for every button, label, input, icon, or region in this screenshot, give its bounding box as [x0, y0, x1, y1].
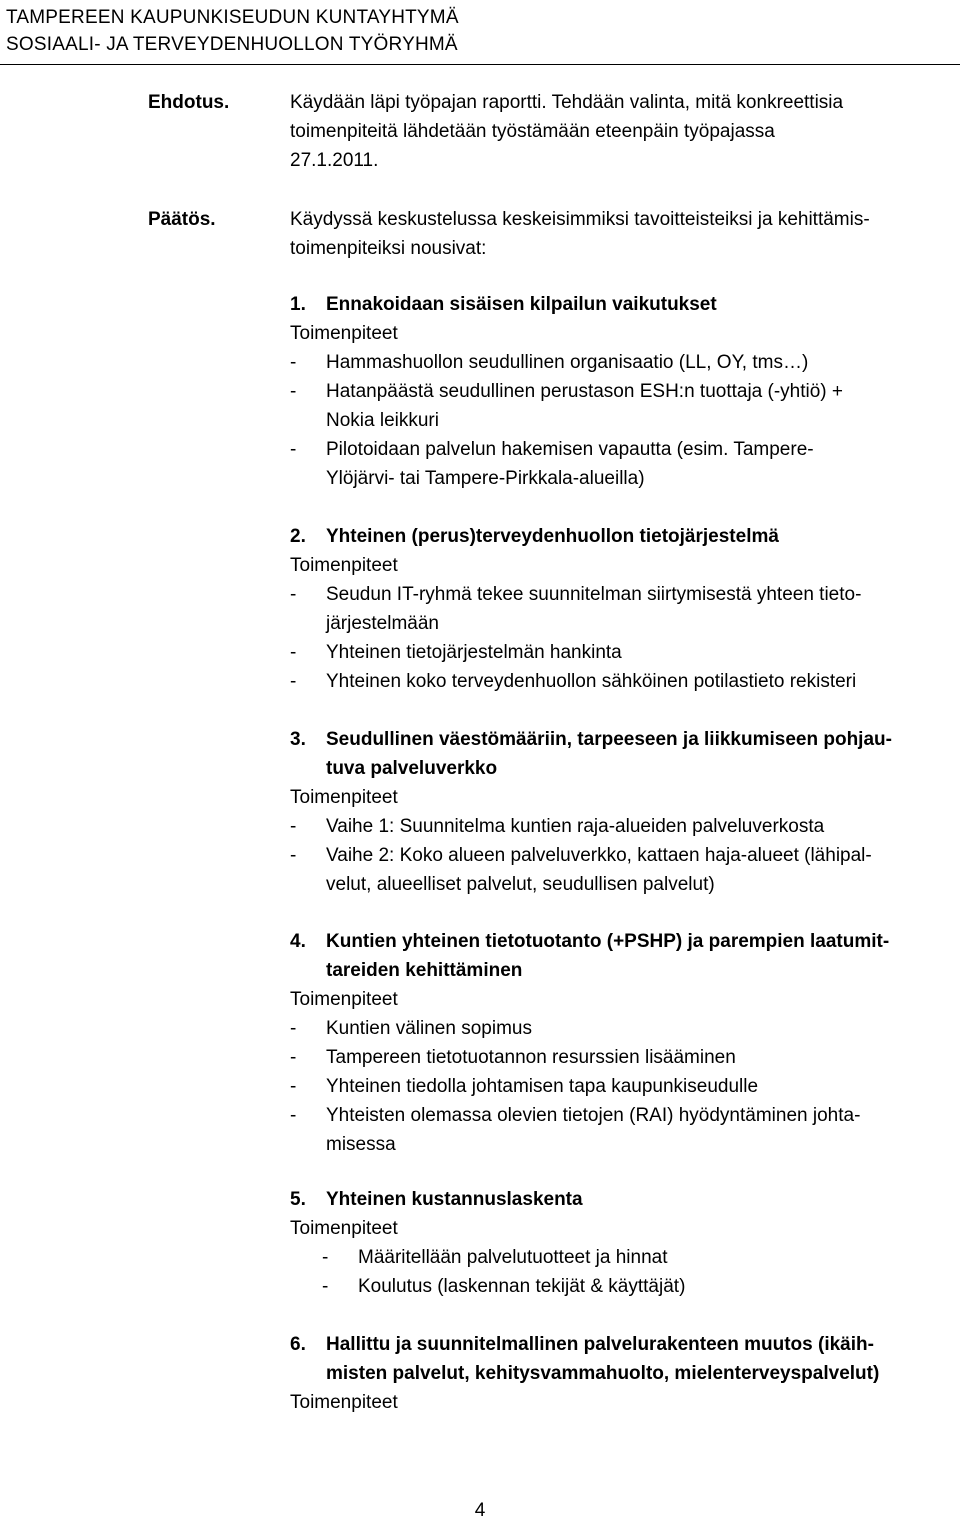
section-number: 4.: [290, 931, 306, 952]
decision-line: Käydyssä keskustelussa keskeisimmiksi tavoitteisteiksi ja kehittämis-: [290, 209, 870, 230]
section-title-text: tuva palveluverkko: [326, 758, 498, 779]
list-item: - Yhteisten olemassa olevien tietojen (RAI) hyödyntäminen johta- misessa: [290, 1105, 861, 1155]
decision-line: toimenpiteiksi nousivat:: [290, 238, 487, 259]
section-number: 1.: [290, 294, 306, 315]
section-number: 2.: [290, 526, 306, 547]
section-3: [290, 725, 950, 899]
section-title-text: tareiden kehittäminen: [326, 960, 523, 981]
proposal-line: Käydään läpi työpajan raportti. Tehdään valinta, mitä konkreettisia: [290, 92, 844, 113]
proposal-label: Ehdotus.: [148, 92, 230, 113]
header-line-2: SOSIAALI- JA TERVEYDENHUOLLON TYÖRYHMÄ: [6, 34, 458, 55]
list-item: - Vaihe 2: Koko alueen palveluverkko, kattaen haja-alueet (lähipal- velut, alueelliset palvelut, seudullisen palvelut): [290, 845, 872, 895]
decision-label: Päätös.: [148, 209, 216, 230]
section-subheading: Toimenpiteet: [290, 555, 398, 576]
list-item: - Yhteinen tiedolla johtamisen tapa kaupunkiseudulle: [290, 1076, 759, 1097]
header-divider: [0, 64, 960, 65]
list-item: - Hatanpäästä seudullinen perustason ESH:n tuottaja (-yhtiö) + Nokia leikkuri: [290, 381, 844, 431]
list-item: - Määritellään palvelutuotteet ja hinnat: [322, 1247, 668, 1268]
section-title-text: Hallittu ja suunnitelmallinen palvelurakenteen muutos (ikäih-: [326, 1334, 874, 1355]
section-title: [290, 290, 950, 319]
section-title: [290, 1330, 950, 1388]
section-title-text: Kuntien yhteinen tietotuotanto (+PSHP) ja parempien laatumit-: [326, 931, 890, 952]
list-item: - Vaihe 1: Suunnitelma kuntien raja-alueiden palveluverkosta: [290, 816, 825, 837]
list-item: - Yhteinen tietojärjestelmän hankinta: [290, 642, 622, 663]
section-number: 6.: [290, 1334, 306, 1355]
section-4: [290, 927, 950, 1159]
section-title-text: Yhteinen (perus)terveydenhuollon tietojärjestelmä: [326, 526, 779, 547]
proposal-line: 27.1.2011.: [290, 150, 379, 171]
list-item: - Seudun IT-ryhmä tekee suunnitelman siirtymisestä yhteen tieto- järjestelmään: [290, 584, 862, 634]
section-title: [290, 725, 950, 783]
list-item: - Koulutus (laskennan tekijät & käyttäjät): [322, 1276, 686, 1297]
section-title-text: Yhteinen kustannuslaskenta: [326, 1189, 583, 1210]
list-item: - Pilotoidaan palvelun hakemisen vapautta (esim. Tampere- Ylöjärvi- tai Tampere-Pirkkala-alueilla): [290, 439, 814, 489]
list-item: - Tampereen tietotuotannon resurssien lisääminen: [290, 1047, 736, 1068]
section-title-text: misten palvelut, kehitysvammahuolto, mielenterveyspalvelut): [326, 1363, 880, 1384]
section-subheading: Toimenpiteet: [290, 787, 398, 808]
section-1: [290, 290, 950, 493]
section-subheading: Toimenpiteet: [290, 323, 398, 344]
section-number: 5.: [290, 1189, 306, 1210]
section-title: [290, 522, 950, 551]
section-subheading: Toimenpiteet: [290, 1218, 398, 1239]
section-number: 3.: [290, 729, 306, 750]
section-6: [290, 1330, 950, 1417]
header-line-1: TAMPEREEN KAUPUNKISEUDUN KUNTAYHTYMÄ: [6, 7, 459, 28]
proposal-text: [290, 88, 940, 175]
list-item: - Kuntien välinen sopimus: [290, 1018, 532, 1039]
document-header: [6, 4, 459, 58]
section-title-text: Ennakoidaan sisäisen kilpailun vaikutukset: [326, 294, 717, 315]
section-5: [290, 1185, 950, 1301]
section-title: [290, 927, 950, 985]
page-number: 4: [474, 1500, 486, 1521]
section-title-text: Seudullinen väestömääriin, tarpeeseen ja liikkumiseen pohjau-: [326, 729, 892, 750]
decision-text: [290, 205, 940, 263]
proposal-line: toimenpiteitä lähdetään työstämään eteenpäin työpajassa: [290, 121, 775, 142]
list-item: - Hammashuollon seudullinen organisaatio (LL, OY, tms…): [290, 352, 809, 373]
section-subheading: Toimenpiteet: [290, 1392, 398, 1413]
section-2: [290, 522, 950, 696]
section-subheading: Toimenpiteet: [290, 989, 398, 1010]
section-title: [290, 1185, 950, 1214]
list-item: - Yhteinen koko terveydenhuollon sähköinen potilastieto rekisteri: [290, 671, 857, 692]
